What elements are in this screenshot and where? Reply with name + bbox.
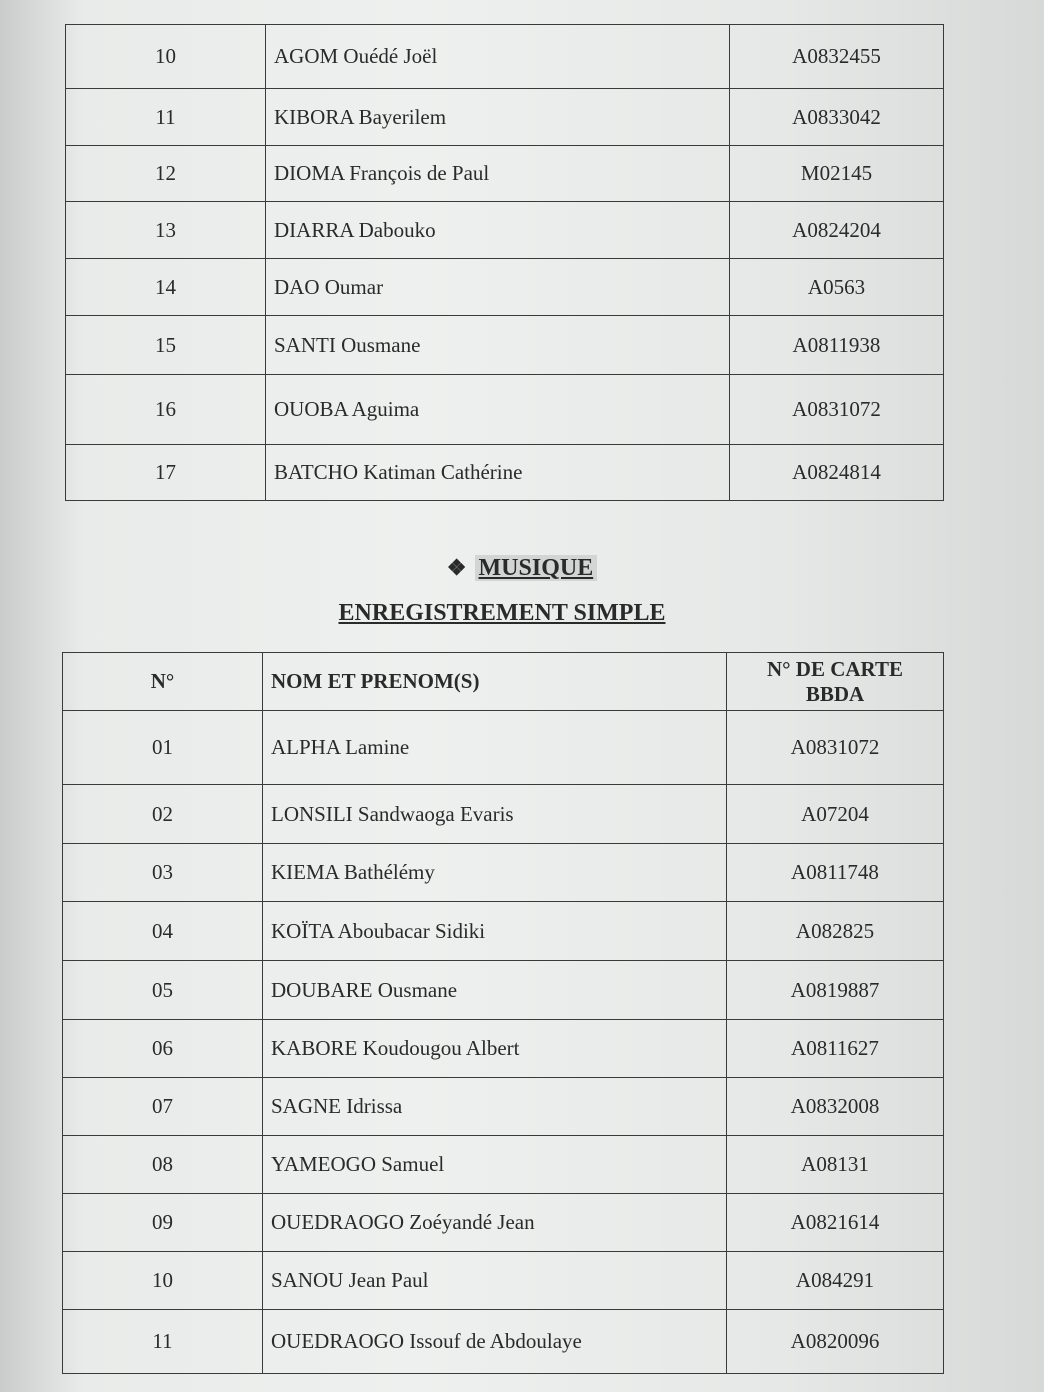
- row-number: 11: [66, 89, 266, 146]
- table-row: [66, 375, 944, 445]
- header-card-line-2: BBDA: [805, 681, 865, 706]
- member-name: SANTI Ousmane: [266, 316, 730, 375]
- card-number: A0833042: [730, 89, 944, 146]
- card-number: A084291: [727, 1252, 944, 1310]
- member-name: DIARRA Dabouko: [266, 202, 730, 259]
- header-name: NOM ET PRENOM(S): [263, 653, 727, 711]
- table-row: [66, 25, 944, 89]
- member-name: KIEMA Bathélémy: [263, 844, 727, 902]
- table-row: [66, 146, 944, 202]
- row-number: 14: [66, 259, 266, 316]
- row-number: 16: [66, 375, 266, 445]
- member-name: OUEDRAOGO Zoéyandé Jean: [263, 1194, 727, 1252]
- member-name: OUOBA Aguima: [266, 375, 730, 445]
- card-number: A0820096: [727, 1310, 944, 1374]
- member-name: LONSILI Sandwaoga Evaris: [263, 785, 727, 844]
- table-row: [63, 1194, 944, 1252]
- row-number: 05: [63, 961, 263, 1020]
- section-subtitle: ENREGISTREMENT SIMPLE: [338, 600, 666, 626]
- card-number: M02145: [730, 146, 944, 202]
- member-name: DAO Oumar: [266, 259, 730, 316]
- card-number: A0824814: [730, 445, 944, 501]
- member-name: DIOMA François de Paul: [266, 146, 730, 202]
- member-name: ALPHA Lamine: [263, 711, 727, 785]
- row-number: 08: [63, 1136, 263, 1194]
- member-name: SANOU Jean Paul: [263, 1252, 727, 1310]
- table-row: [63, 844, 944, 902]
- diamond-bullet-icon: ❖: [446, 555, 467, 580]
- table-row: [66, 202, 944, 259]
- header-card: [727, 653, 944, 711]
- card-number: A0811748: [727, 844, 944, 902]
- row-number: 15: [66, 316, 266, 375]
- member-name: YAMEOGO Samuel: [263, 1136, 727, 1194]
- member-name: DOUBARE Ousmane: [263, 961, 727, 1020]
- row-number: 09: [63, 1194, 263, 1252]
- card-number: A07204: [727, 785, 944, 844]
- table-row: [63, 961, 944, 1020]
- card-number: A082825: [727, 902, 944, 961]
- row-number: 06: [63, 1020, 263, 1078]
- row-number: 03: [63, 844, 263, 902]
- table-row: [63, 711, 944, 785]
- row-number: 07: [63, 1078, 263, 1136]
- card-number: A0824204: [730, 202, 944, 259]
- member-name: SAGNE Idrissa: [263, 1078, 727, 1136]
- table-row: [63, 1310, 944, 1374]
- card-number: A0831072: [727, 711, 944, 785]
- table-row: [63, 902, 944, 961]
- member-name: KIBORA Bayerilem: [266, 89, 730, 146]
- row-number: 10: [66, 25, 266, 89]
- table-row: [66, 89, 944, 146]
- table-row: [66, 316, 944, 375]
- card-number: A0832008: [727, 1078, 944, 1136]
- table-row: [63, 1252, 944, 1310]
- table-row: [63, 785, 944, 844]
- member-name: AGOM Ouédé Joël: [266, 25, 730, 89]
- members-table-continued: [65, 24, 944, 501]
- table-row: [63, 1078, 944, 1136]
- card-number: A0831072: [730, 375, 944, 445]
- card-number: A0563: [730, 259, 944, 316]
- row-number: 11: [63, 1310, 263, 1374]
- row-number: 02: [63, 785, 263, 844]
- header-number: N°: [63, 653, 263, 711]
- member-name: KOÏTA Aboubacar Sidiki: [263, 902, 727, 961]
- card-number: A0811627: [727, 1020, 944, 1078]
- card-number: A0811938: [730, 316, 944, 375]
- member-name: KABORE Koudougou Albert: [263, 1020, 727, 1078]
- table-row: [63, 1020, 944, 1078]
- card-number: A0819887: [727, 961, 944, 1020]
- section-title: MUSIQUE: [475, 555, 598, 581]
- row-number: 13: [66, 202, 266, 259]
- member-name: BATCHO Katiman Cathérine: [266, 445, 730, 501]
- table-row: [63, 1136, 944, 1194]
- row-number: 17: [66, 445, 266, 501]
- table-header-row: [63, 653, 944, 711]
- card-number: A0821614: [727, 1194, 944, 1252]
- card-number: A0832455: [730, 25, 944, 89]
- table-row: [66, 259, 944, 316]
- member-name: OUEDRAOGO Issouf de Abdoulaye: [263, 1310, 727, 1374]
- row-number: 10: [63, 1252, 263, 1310]
- header-card-line-1: N° DE CARTE: [766, 656, 903, 681]
- table-row: [66, 445, 944, 501]
- row-number: 12: [66, 146, 266, 202]
- card-number: A08131: [727, 1136, 944, 1194]
- section-heading: [0, 555, 1044, 582]
- row-number: 04: [63, 902, 263, 961]
- music-members-table: [62, 652, 944, 1374]
- row-number: 01: [63, 711, 263, 785]
